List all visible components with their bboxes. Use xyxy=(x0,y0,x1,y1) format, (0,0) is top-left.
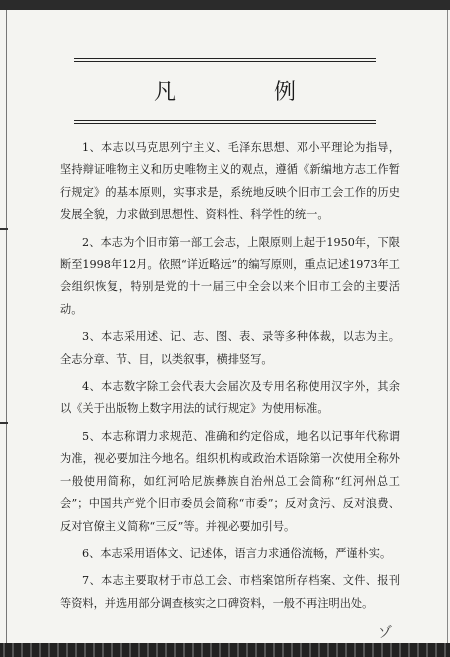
page-title: 凡 例 xyxy=(153,80,334,105)
scan-top-edge xyxy=(0,0,450,10)
paragraph-5: 5、本志称谓力求规范、准确和约定俗成，地名以记事年代称谓为准，视必要加注今地名。组织机构或政治术语除第一次使用全称外一般使用简称，如红河哈尼族彝族自治州总工会简称“红河州总工会”；中国共产党个旧市委员会简称“市委”；反对贪污、反对浪费、反对官僚主义简称“三反”等。并视必要加引号。 xyxy=(60,429,400,533)
right-margin-line xyxy=(447,10,448,643)
paragraph-7: 7、本志主要取材于市总工会、市档案馆所存档案、文件、报刊等资料，并选用部分调查核实之口碑资料，一般不再注明出处。 xyxy=(60,574,400,610)
paragraph-2: 2、本志为个旧市第一部工会志，上限原则上起于1950年，下限断至1998年12月。依照“详近略远”的编写原则，重点记述1973年工会组织恢复，特别是党的十一届三中全会以来个旧市工会的主要活动。 xyxy=(60,235,400,316)
paragraph-1: 1、本志以马克思列宁主义、毛泽东思想、邓小平理论为指导，坚持辩证唯物主义和历史唯物主义的观点，遵循《新编地方志工作暂行规定》的基本原则，实事求是，系统地反映个旧市工会工作的历史发展全貌，力求做到思想性、资料性、科学性的统一。 xyxy=(60,141,400,222)
corner-mark: ゾ xyxy=(378,625,392,641)
paragraph-4: 4、本志数字除工会代表大会届次及专用名称使用汉字外，其余以《关于出版物上数字用法的试行规定》为使用标准。 xyxy=(60,380,400,416)
title-top-rule xyxy=(74,58,376,59)
margin-notch xyxy=(0,422,8,424)
scan-bottom-edge xyxy=(0,643,450,657)
paragraph-3: 3、本志采用述、记、志、图、表、录等多种体裁，以志为主。全志分章、节、目，以类叙事，横排竖写。 xyxy=(60,330,400,366)
title-bottom-rule-inner xyxy=(74,120,376,121)
title-block xyxy=(74,58,376,124)
title-bottom-rule xyxy=(74,123,376,124)
margin-notch xyxy=(0,228,8,230)
body-text xyxy=(60,137,400,620)
paragraph-6: 6、本志采用语体文、记述体，语言力求通俗流畅，严谨朴实。 xyxy=(82,546,392,560)
left-margin-line xyxy=(6,10,7,643)
title-top-rule-inner xyxy=(74,61,376,62)
